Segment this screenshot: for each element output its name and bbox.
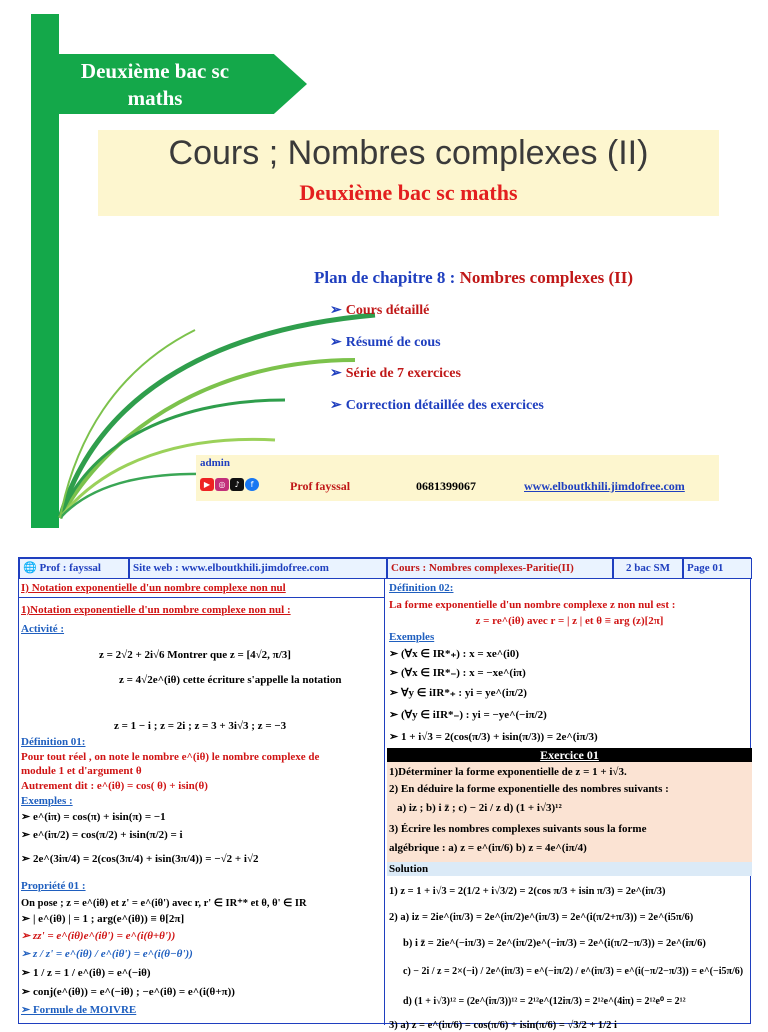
solution-line: c) − 2i / z = 2×(−i) / 2e^(iπ/3) = e^(−iπ/2) / e^(iπ/3) = e^(i(−π/2−π/3)) = e^(−i5π/6) [403, 966, 744, 977]
definition-text: module 1 et d'argument θ [21, 765, 142, 777]
example-item: ➢ (∀y ∈ iIR*₋) : yi = −ye^(−iπ/2) [389, 709, 547, 721]
solution-line: b) i z̄ = 2ie^(−iπ/3) = 2e^(iπ/2)e^(−iπ/3) = 2e^(i(π/2−π/3)) = 2e^(iπ/6) [403, 938, 706, 949]
header-level: 2 bac SM [613, 558, 683, 579]
plan-item: ➢ Série de 7 exercices [330, 366, 461, 381]
plan-item: ➢ Résumé de cous [330, 334, 441, 350]
plan-item: ➢ Cours détaillé [330, 303, 430, 318]
header-page: Page 01 [683, 558, 752, 579]
header-prof: 🌐 Prof : fayssal [19, 558, 129, 579]
example-item: ➢ (∀x ∈ IR*₊) : x = xe^(i0) [389, 648, 520, 660]
property-line: ➢ z / z' = e^(iθ) / e^(iθ') = e^(i(θ−θ')) [21, 948, 193, 960]
level-banner-text: Deuxième bac sc maths [80, 59, 230, 110]
property-title: Propriété 01 : [21, 880, 86, 892]
exercise-banner: Exercice 01 [387, 748, 752, 762]
subsection-heading: 1)Notation exponentielle d'un nombre complexe non nul : [21, 604, 291, 616]
facebook-icon[interactable]: f [245, 478, 259, 491]
website-link[interactable]: www.elboutkhili.jimdofree.com [524, 479, 685, 493]
examples-title: Exemples [389, 631, 435, 643]
right-column [387, 579, 752, 1031]
plan-heading: Plan de chapitre 8 : Nombres complexes (II) [314, 268, 634, 287]
definition-title: Définition 02: [389, 582, 454, 594]
solution-line: 3) a) z = e^(iπ/6) = cos(π/6) + isin(π/6) = √3/2 + 1/2 i [389, 1020, 617, 1031]
arrow-icon: ➢ [330, 366, 342, 381]
solution-title: Solution [389, 863, 429, 875]
globe-icon: 🌐 [23, 562, 37, 574]
activity-line: z = 1 − i ; z = 2i ; z = 3 + 3i√3 ; z = −3 [114, 720, 287, 732]
exercise-question: 2) En déduire la forme exponentielle des nombres suivants : [389, 783, 669, 795]
example-item: ➢ 2e^(3iπ/4) = 2(cos(3π/4) + isin(3π/4)) = −√2 + i√2 [21, 853, 259, 865]
solution-line: 1) z = 1 + i√3 = 2(1/2 + i√3/2) = 2(cos π/3 + isin π/3) = 2e^(iπ/3) [389, 886, 666, 897]
header-course: Cours : Nombres complexes-Paritie(II) [387, 558, 613, 579]
exercise-question: 3) Écrire les nombres complexes suivants sous la forme [389, 823, 647, 835]
plan-list [330, 302, 544, 428]
example-item: ➢ 1 + i√3 = 2(cos(π/3) + isin(π/3)) = 2e^(iπ/3) [389, 731, 598, 743]
example-item: ➢ (∀x ∈ IR*₋) : x = −xe^(iπ) [389, 667, 526, 679]
exercise-question: 1)Déterminer la forme exponentielle de z = 1 + i√3. [389, 766, 627, 778]
arrow-icon: ➢ [330, 334, 342, 350]
exercise-question: algébrique : a) z = e^(iπ/6) b) z = 4e^(iπ/4) [389, 842, 587, 854]
phone-number: 0681399067 [416, 479, 476, 493]
arrow-icon: ➢ [330, 303, 342, 318]
page-subtitle: Deuxième bac sc maths [299, 180, 518, 205]
definition-title: Définition 01: [21, 736, 86, 748]
youtube-icon[interactable]: ▶ [200, 478, 214, 491]
property-line: ➢ conj(e^(iθ)) = e^(−iθ) ; −e^(iθ) = e^(i(θ+π)) [21, 986, 235, 998]
left-column [19, 579, 385, 1025]
author-name: Prof fayssal [290, 479, 351, 493]
tiktok-icon[interactable]: ♪ [230, 478, 244, 491]
examples-title: Exemples : [21, 795, 73, 807]
definition-text: Autrement dit : e^(iθ) = cos( θ) + isin(θ) [21, 780, 208, 792]
page-title: Cours ; Nombres complexes (II) [168, 134, 649, 172]
property-line: ➢ 1 / z = 1 / e^(iθ) = e^(−iθ) [21, 967, 151, 979]
definition-formula: z = re^(iθ) avec r = | z | et θ ≡ arg (z)[2π] [475, 615, 664, 627]
activity-line: z = 2√2 + 2i√6 Montrer que z = [4√2, π/3] [99, 649, 291, 661]
property-line: ➢ zz' = e^(iθ)e^(iθ') = e^(i(θ+θ')) [21, 930, 176, 942]
activity-title: Activité : [21, 623, 65, 635]
contact-box [196, 455, 719, 501]
definition-text: La forme exponentielle d'un nombre complexe z non nul est : [389, 599, 676, 611]
example-item: ➢ e^(iπ/2) = cos(π/2) + isin(π/2) = i [21, 829, 183, 841]
property-line: ➢ | e^(iθ) | = 1 ; arg(e^(iθ)) ≡ θ[2π] [21, 913, 185, 925]
definition-text: Pour tout réel , on note le nombre e^(iθ) le nombre complexe de [21, 751, 320, 763]
example-item: ➢ ∀y ∈ iIR*₊ : yi = ye^(iπ/2) [389, 687, 527, 699]
arrow-icon: ➢ [330, 397, 342, 413]
plan-item: ➢ Correction détaillée des exercices [330, 397, 544, 413]
course-page [18, 557, 751, 1031]
page-header [19, 558, 752, 579]
property-line: On pose ; z = e^(iθ) et z' = e^(iθ') avec r, r' ∈ IR⁺* et θ, θ' ∈ IR [21, 898, 307, 909]
exercise-question: a) iz ; b) i z̄ ; c) − 2i / z d) (1 + i√3)¹² [397, 802, 562, 814]
solution-banner [387, 862, 752, 876]
section-heading: I) Notation exponentielle d'un nombre complexe non nul [21, 582, 286, 594]
admin-label: admin [200, 457, 230, 469]
solution-line: 2) a) iz = 2ie^(iπ/3) = 2e^(iπ/2)e^(iπ/3) = 2e^(i(π/2+π/3)) = 2e^(i5π/6) [389, 912, 694, 923]
activity-line: z = 4√2e^(iθ) cette écriture s'appelle la notation [119, 674, 342, 686]
instagram-icon[interactable]: ◎ [215, 478, 229, 491]
moivre-title: ➢ Formule de MOIVRE [21, 1004, 137, 1016]
header-site[interactable]: Site web : www.elboutkhili.jimdofree.com [129, 558, 387, 579]
example-item: ➢ e^(iπ) = cos(π) + isin(π) = −1 [21, 811, 166, 823]
solution-line: d) (1 + i√3)¹² = (2e^(iπ/3))¹² = 2¹²e^(12iπ/3) = 2¹²e^(4iπ) = 2¹²e⁰ = 2¹² [403, 996, 686, 1007]
social-links [200, 478, 259, 491]
